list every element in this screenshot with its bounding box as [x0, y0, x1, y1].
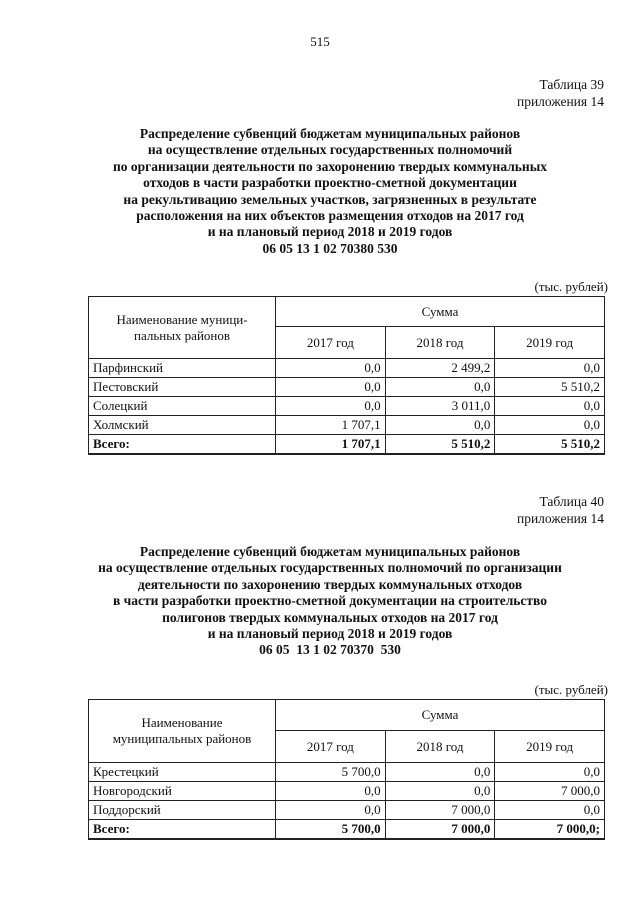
value-2019: 0,0 [495, 801, 605, 820]
title-line: и на плановый период 2018 и 2019 годов [207, 626, 453, 642]
total-2018: 7 000,0 [385, 820, 495, 839]
title-line: Распределение субвенций бюджетам муниципальных районов [139, 544, 521, 559]
district-name: Поддорский [89, 801, 276, 820]
title-line: на осуществление отдельных государственных полномочий по организации [98, 560, 562, 576]
value-2017: 0,0 [276, 801, 386, 820]
value-2018: 0,0 [385, 378, 495, 397]
title-line: расположения на них объектов размещения отходов на 2017 год [136, 208, 524, 224]
title-line: по организации деятельности по захоронению твердых коммунальных [113, 158, 547, 174]
title-line: деятельности по захоронению твердых коммунальных отходов [137, 576, 523, 592]
appendix-label-line: приложения 14 [516, 511, 604, 526]
value-2017: 0,0 [276, 397, 386, 416]
district-name: Солецкий [89, 397, 276, 416]
district-name: Холмский [89, 416, 276, 435]
header-year-2019: 2019 год [495, 327, 605, 359]
title-line: Распределение субвенций бюджетам муниципальных районов [139, 126, 521, 141]
table-label-line: Таблица 40 [539, 494, 604, 509]
table-row [89, 416, 605, 435]
appendix-label-line: приложения 14 [516, 94, 604, 109]
value-2019: 0,0 [495, 763, 605, 782]
value-2019: 0,0 [495, 416, 605, 435]
value-2018: 7 000,0 [385, 801, 495, 820]
table-row [89, 782, 605, 801]
title-line: на рекультивацию земельных участков, загрязненных в результате [123, 191, 537, 207]
table-39-title [60, 126, 600, 257]
value-2018: 2 499,2 [385, 359, 495, 378]
units-label: (тыс. рублей) [534, 279, 608, 294]
title-line: в части разработки проектно-сметной документации на строительство [112, 593, 547, 609]
table-row [89, 359, 605, 378]
title-line: 06 05 13 1 02 70370 530 [259, 642, 401, 658]
header-name-line: муниципальных районов [112, 731, 252, 746]
value-2019: 7 000,0 [495, 782, 605, 801]
total-2017: 1 707,1 [276, 435, 386, 454]
table-label-line: Таблица 39 [539, 77, 604, 92]
total-2017: 5 700,0 [276, 820, 386, 839]
page-number: 515 [310, 34, 330, 49]
value-2017: 0,0 [276, 782, 386, 801]
total-label: Всего: [89, 435, 276, 454]
header-name-line: Наименование [141, 715, 223, 730]
district-name: Крестецкий [89, 763, 276, 782]
title-line: полигонов твердых коммунальных отходов на 2017 год [162, 609, 498, 625]
table-40 [88, 699, 605, 840]
table-row [89, 801, 605, 820]
district-name: Пестовский [89, 378, 276, 397]
header-name [89, 297, 276, 359]
value-2017: 5 700,0 [276, 763, 386, 782]
units-label: (тыс. рублей) [534, 682, 608, 697]
header-year-2017: 2017 год [276, 731, 386, 763]
total-2019: 7 000,0; [495, 820, 605, 839]
header-name-line: пальных районов [133, 327, 231, 343]
value-2017: 0,0 [276, 359, 386, 378]
table-40-title [60, 544, 600, 659]
table-40-label [517, 493, 604, 527]
header-year-2019: 2019 год [495, 731, 605, 763]
value-2018: 0,0 [385, 416, 495, 435]
value-2019: 5 510,2 [495, 378, 605, 397]
value-2019: 0,0 [495, 359, 605, 378]
value-2018: 0,0 [385, 763, 495, 782]
total-label: Всего: [89, 820, 276, 839]
district-name: Новгородский [89, 782, 276, 801]
table-39 [88, 296, 605, 455]
table-row [89, 763, 605, 782]
header-year-2018: 2018 год [385, 327, 495, 359]
header-name [89, 700, 276, 763]
table-row [89, 397, 605, 416]
header-sum: Сумма [276, 700, 605, 731]
value-2017: 1 707,1 [276, 416, 386, 435]
header-year-2017: 2017 год [276, 327, 386, 359]
title-line: отходов в части разработки проектно-сметной документации [143, 175, 517, 191]
table-row [89, 378, 605, 397]
total-row [89, 820, 605, 839]
table-39-label [517, 76, 604, 110]
header-name-line: Наименование муници- [116, 311, 248, 327]
value-2018: 0,0 [385, 782, 495, 801]
header-sum: Сумма [276, 297, 605, 327]
value-2017: 0,0 [276, 378, 386, 397]
district-name: Парфинский [89, 359, 276, 378]
title-line: на осуществление отдельных государственных полномочий [147, 142, 513, 158]
total-2018: 5 510,2 [385, 435, 495, 454]
value-2019: 0,0 [495, 397, 605, 416]
total-row [89, 435, 605, 454]
title-line: и на плановый период 2018 и 2019 годов [207, 224, 453, 240]
total-2019: 5 510,2 [495, 435, 605, 454]
header-year-2018: 2018 год [385, 731, 495, 763]
value-2018: 3 011,0 [385, 397, 495, 416]
title-line: 06 05 13 1 02 70380 530 [262, 240, 398, 256]
